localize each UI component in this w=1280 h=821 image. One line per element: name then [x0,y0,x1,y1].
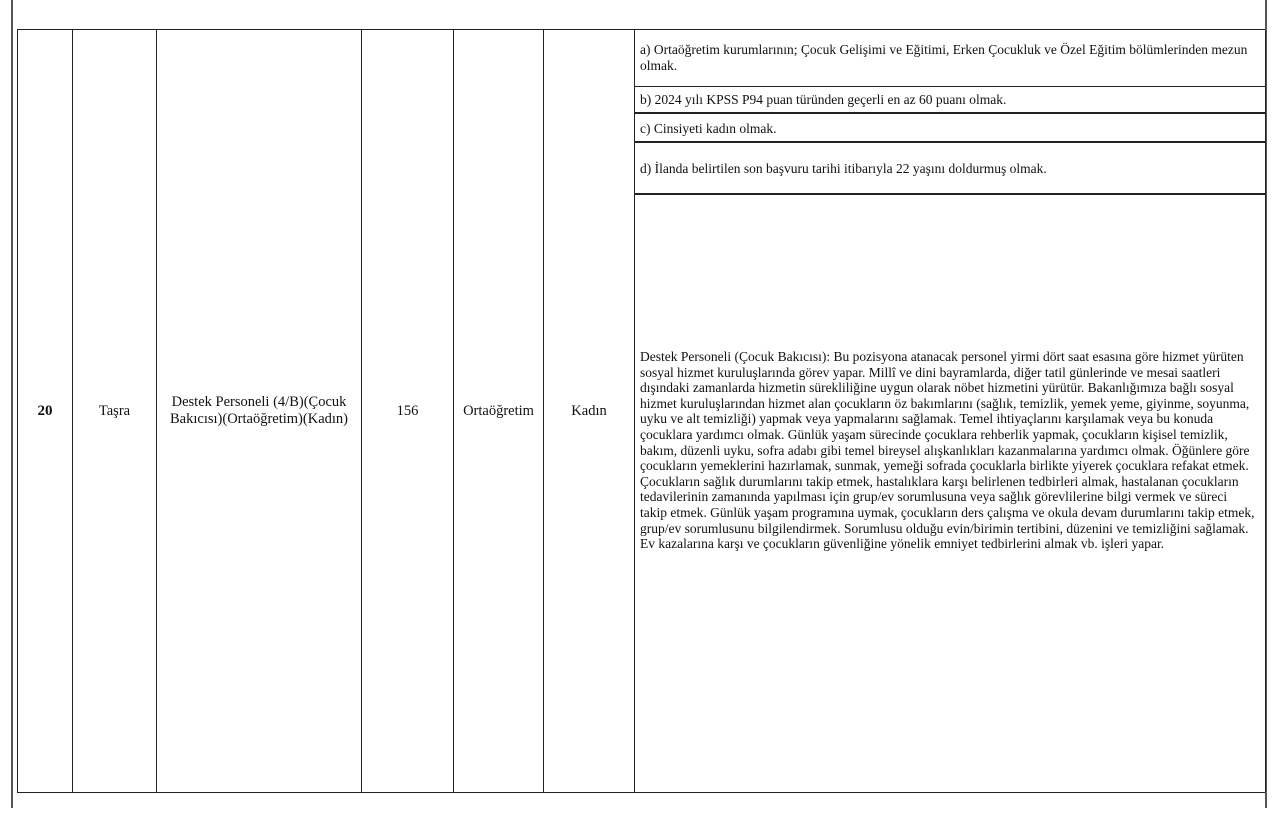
location-cell: Taşra [73,30,157,792]
job-description: Destek Personeli (Çocuk Bakıcısı): Bu pozisyona atanacak personel yirmi dört saat esasına göre hizmet yürüten sosyal hizmet kuruluşlarında görev yapar. Millî ve dini bayramlarda, diğer tatil günlerinde ve mesai saatleri dışındaki zamanlarda hizmetin sürekliliğine uygun olarak nöbet hizmetini yürütür. Bakanlığımıza bağlı sosyal hizmet kuruluşlarından hizmet alan çocukların öz bakımlarını (sağlık, temizlik, yemek yeme, giyinme, soyunma, uyku ve alt temizliği) yapmak veya yapmalarını sağlamak. Temel ihtiyaçlarını karşılamak veya bu konuda çocuklara yardımcı olmak. Günlük yaşam sürecinde çocuklara rehberlik yapmak, çocukların kişisel temizlik, bakım, düzenli uyku, sofra adabı gibi temel bireysel alışkanlıkları kazanmalarına yardımcı olmak. Öğünlere göre çocukların yemeklerini hazırlamak, sunmak, yemeği sofrada çocuklarla birlikte yiyerek çocuklara refakat etmek. Çocukların sağlık durumlarını takip etmek, hastalıklara karşı belirlenen tedbirleri almak, hastalanan çocukların tedavilerinin zamanında yapılması için grup/ev sorumlusuna veya sağlık görevlilerine bilgi vermek ve süreci takip etmek. Günlük yaşam programına uymak, çocukların ders çalışma ve okula devam durumlarını takip etmek, grup/ev sorumlusunu bilgilendirmek. Sorumlusu olduğu evin/birimin tertibini, düzenini ve temizliğini sağlamak. Ev kazalarına karşı ve çocukların güvenliğine yönelik emniyet tedbirlerini almak vb. işleri yapar. [640,349,1255,552]
education-level-cell: Ortaöğretim [454,30,544,792]
condition-c-text: c) Cinsiyeti kadın olmak. [640,120,777,136]
row-number: 20 [18,30,73,792]
gender-cell: Kadın [544,30,635,792]
position-title-cell: Destek Personeli (4/B)(Çocuk Bakıcısı)(Ortaöğretim)(Kadın) [157,30,362,792]
condition-b [635,87,1265,114]
condition-b-text: b) 2024 yılı KPSS P94 puan türünden geçerli en az 60 puanı olmak. [640,91,1007,107]
page-border-left [11,0,13,808]
position-table-row [17,29,1265,793]
condition-c [635,116,1265,143]
conditions-column [635,30,1266,792]
position-count-cell: 156 [362,30,454,792]
condition-d [635,145,1265,195]
condition-d-text: d) İlanda belirtilen son başvuru tarihi itibarıyla 22 yaşını doldurmuş olmak. [640,161,1047,176]
condition-a [635,30,1265,87]
condition-a-text: a) Ortaöğretim kurumlarının; Çocuk Gelişimi ve Eğitimi, Erken Çocukluk ve Özel Eğitim bölümlerinden mezun olmak. [640,42,1248,73]
